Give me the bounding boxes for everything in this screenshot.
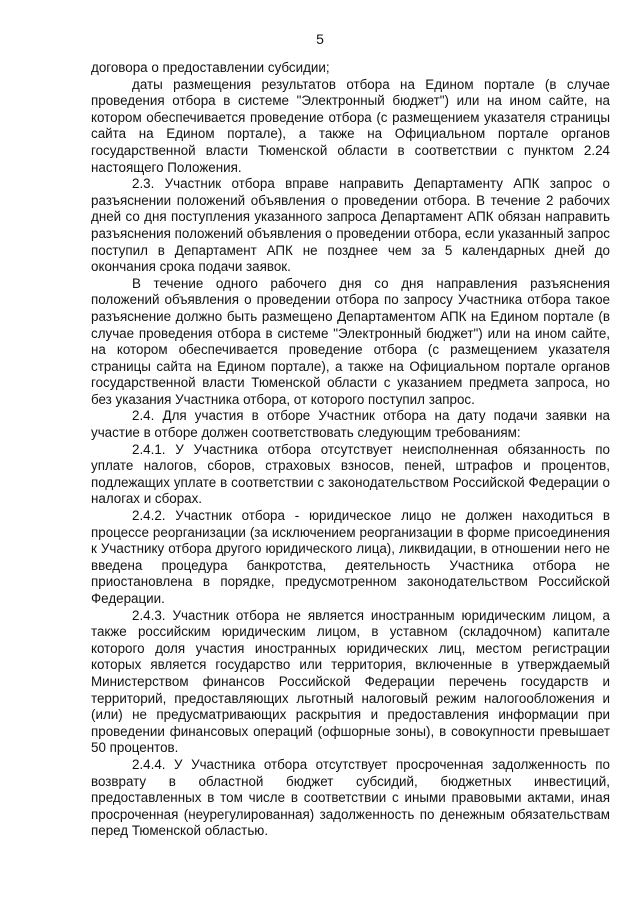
document-body — [91, 60, 610, 840]
paragraph-2-4-1: 2.4.1. У Участника отбора отсутствует неисполненная обязанность по уплате налогов, сборов, страховых взносов, пеней, штрафов и процентов, подлежащих уплате в соответствии с законодательством Российской Федерации о налогах и сборах. — [91, 441, 610, 507]
paragraph-2-4-4: 2.4.4. У Участника отбора отсутствует просроченная задолженность по возврату в областной бюджет субсидий, бюджетных инвестиций, предоставленных в том числе в соответствии с иными правовыми актами, иная просроченная (неурегулированная) задолженность по денежным обязательствам перед Тюменской областью. — [91, 756, 610, 839]
paragraph-continuation: договора о предоставлении субсидии; — [91, 60, 330, 75]
paragraph-clarification-publication: В течение одного рабочего дня со дня направления разъяснения положений объявления о проведении отбора по запросу Участника отбора такое разъяснение должно быть размещено Департаментом АПК на Едином портале (в случае проведения отбора в системе "Электронный бюджет") или на ином сайте, на котором обеспечивается проведение отбора (с размещением указателя страницы сайта на Едином портале), а также на Официальном портале органов государственной власти Тюменской области с указанием предмета запроса, но без указания Участника отбора, от которого поступил запрос. — [91, 275, 610, 407]
paragraph-2-4-3: 2.4.3. Участник отбора не является иностранным юридическим лицом, а также российским юридическим лицом, в уставном (складочном) капитале которого доля участия иностранных юридических лиц, местом регистрации которых является государство или территория, включенные в утверждаемый Министерством финансов Российской Федерации перечень государств и территорий, предоставляющих льготный налоговый режим налогообложения и (или) не предусматривающих раскрытия и предоставления информации при проведении финансовых операций (офшорные зоны), в совокупности превышает 50 процентов. — [91, 607, 610, 756]
paragraph-2-4-2: 2.4.2. Участник отбора - юридическое лицо не должен находиться в процессе реорганизации (за исключением реорганизации в форме присоединения к Участнику отбора другого юридического лица), ликвидации, в отношении него не введена процедура банкротства, деятельность Участника отбора не приостановлена в порядке, предусмотренном законодательством Российской Федерации. — [91, 508, 610, 606]
paragraph-2-3: 2.3. Участник отбора вправе направить Департаменту АПК запрос о разъяснении положений объявления о проведении отбора. В течение 2 рабочих дней со дня поступления указанного запроса Департамент АПК обязан направить разъяснения положений объявления о проведении отбора, если указанный запрос поступил в Департамент АПК не позднее чем за 5 календарных дней до окончания срока подачи заявок. — [91, 176, 610, 275]
paragraph-publication-dates: даты размещения результатов отбора на Едином портале (в случае проведения отбора в системе "Электронный бюджет") или на ином сайте, на котором обеспечивается проведение отбора (с размещением указателя страницы сайта на Едином портале), а также на Официальном портале органов государственной власти Тюменской области в соответствии с пунктом 2.24 настоящего Положения. — [91, 76, 610, 175]
page-number: 5 — [316, 31, 324, 47]
paragraph-2-4: 2.4. Для участия в отборе Участник отбора на дату подачи заявки на участие в отборе должен соответствовать следующим требованиям: — [91, 408, 610, 441]
